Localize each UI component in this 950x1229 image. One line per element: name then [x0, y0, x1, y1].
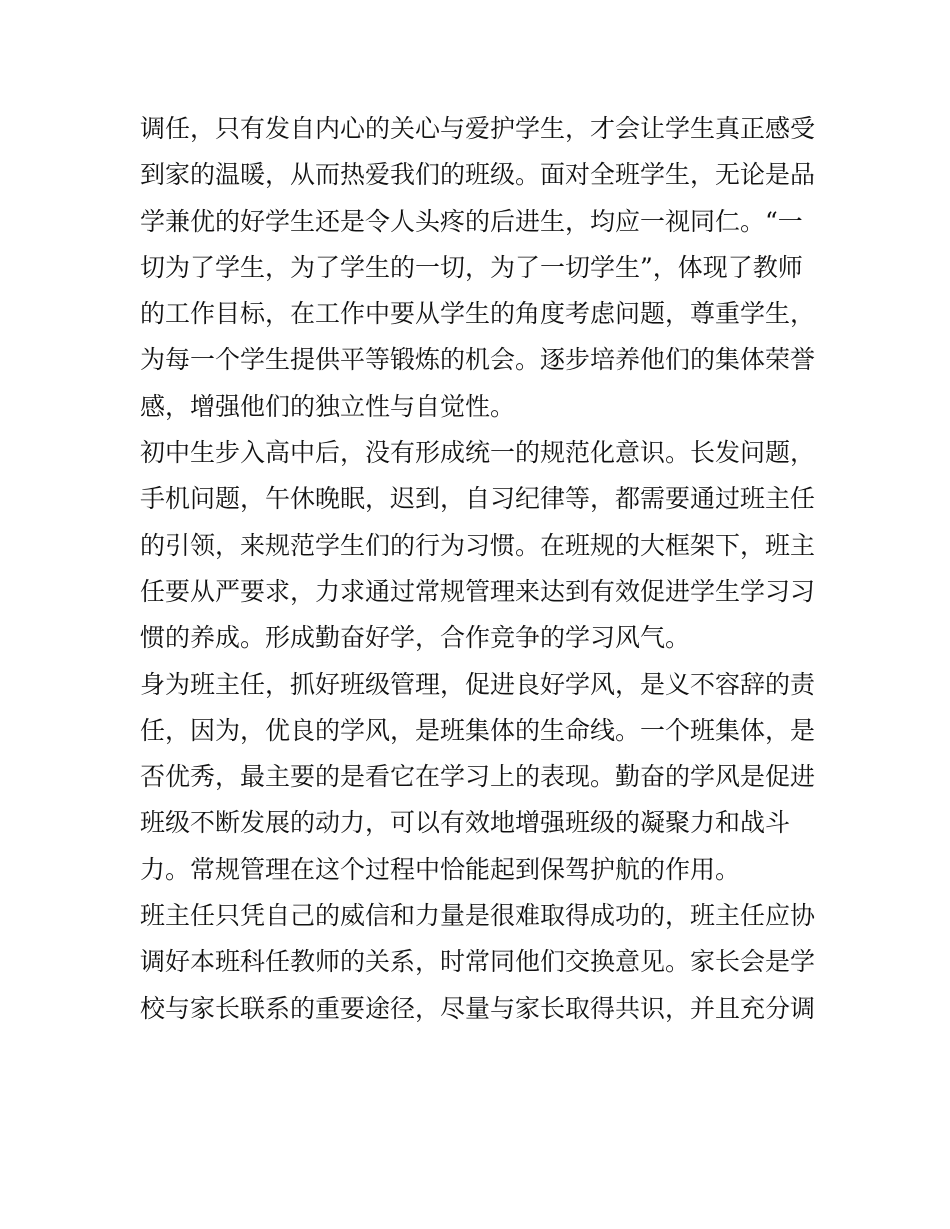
text-line: 调好本班科任教师的关系，时常同他们交换意见。家长会是学 — [140, 947, 816, 977]
text-line: 班级不断发展的动力，可以有效地增强班级的凝聚力和战斗 — [140, 808, 791, 838]
text-line: 的引领，来规范学生们的行为习惯。在班规的大框架下，班主 — [140, 530, 816, 560]
text-line: 校与家长联系的重要途径，尽量与家长取得共识，并且充分调 — [140, 993, 816, 1023]
text-line: 调任，只有发自内心的关心与爱护学生，才会让学生真正感受 — [140, 114, 816, 143]
body-text — [140, 106, 820, 1032]
text-line: 任要从严要求，力求通过常规管理来达到有效促进学生学习习 — [140, 576, 816, 606]
text-line: 手机问题，午休晚眠，迟到，自习纪律等，都需要通过班主任 — [140, 484, 816, 514]
text-line: 身为班主任，抓好班级管理，促进良好学风，是义不容辞的责 — [140, 669, 816, 699]
text-line: 初中生步入高中后，没有形成统一的规范化意识。长发问题， — [140, 438, 816, 468]
text-line: 学兼优的好学生还是令人头疼的后进生，均应一视同仁。“一 — [140, 206, 803, 236]
text-line: 任，因为，优良的学风，是班集体的生命线。一个班集体，是 — [140, 715, 816, 745]
text-line: 否优秀，最主要的是看它在学习上的表现。勤奋的学风是促进 — [140, 762, 816, 792]
text-line: 力。常规管理在这个过程中恰能起到保驾护航的作用。 — [140, 854, 741, 884]
text-line: 到家的温暖，从而热爱我们的班级。面对全班学生，无论是品 — [140, 160, 816, 190]
text-line: 的工作目标，在工作中要从学生的角度考虑问题，尊重学生， — [140, 299, 816, 329]
text-line: 班主任只凭自己的威信和力量是很难取得成功的，班主任应协 — [140, 901, 816, 931]
text-line: 切为了学生，为了学生的一切，为了一切学生”，体现了教师 — [140, 252, 803, 282]
text-line: 为每一个学生提供平等锻炼的机会。逐步培养他们的集体荣誉 — [140, 345, 816, 375]
text-line: 感，增强他们的独立性与自觉性。 — [140, 391, 516, 421]
text-line: 惯的养成。形成勤奋好学，合作竞争的学习风气。 — [140, 623, 691, 653]
